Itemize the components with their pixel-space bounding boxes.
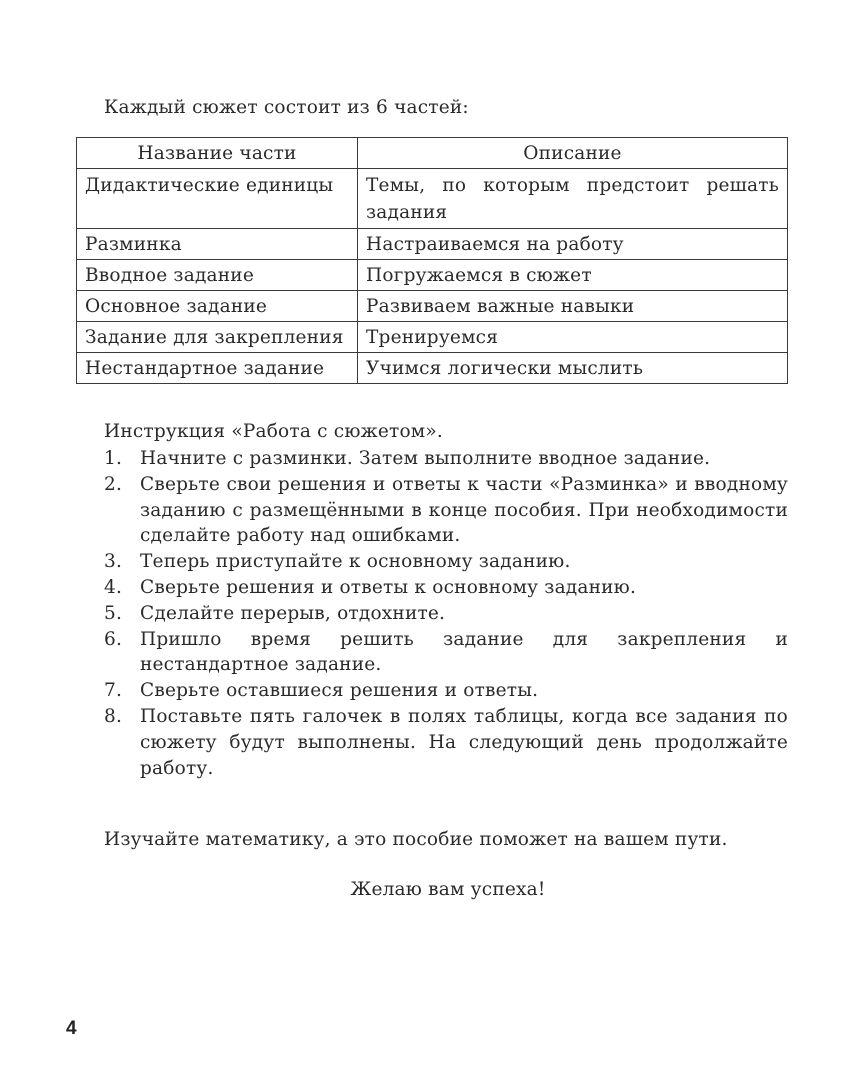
table-row: [77, 322, 788, 353]
step-number: 5.: [104, 602, 123, 624]
table-cell-description: Настраиваемся на работу: [358, 229, 788, 260]
step-text: Начните с разминки. Затем выполните вводное задание.: [140, 448, 711, 469]
table-row: [77, 353, 788, 384]
step-text: Пришло время решить задание для закрепления и нестандартное задание.: [140, 628, 788, 676]
table-cell-description: Погружаемся в сюжет: [358, 260, 788, 291]
table-cell-part: Вводное задание: [77, 260, 358, 291]
step-number: 2.: [104, 473, 123, 495]
table-cell-part: Разминка: [77, 229, 358, 260]
parts-table: [76, 137, 788, 384]
column-header-name: Название части: [77, 138, 358, 169]
closing-text: Изучайте математику, а это пособие поможет на вашем пути.: [104, 829, 728, 850]
step-number: 8.: [104, 705, 123, 727]
table-cell-part: Дидактические единицы: [77, 169, 358, 229]
list-item: [104, 601, 788, 627]
table-cell-description: Тренируемся: [358, 322, 788, 353]
table-cell-description: Развиваем важные навыки: [358, 291, 788, 322]
intro-text: Каждый сюжет состоит из 6 частей:: [104, 97, 469, 118]
step-text: Теперь приступайте к основному заданию.: [140, 551, 571, 573]
step-number: 4.: [104, 576, 123, 598]
step-number: 1.: [104, 448, 123, 469]
table-row: [77, 260, 788, 291]
table-cell-part: Нестандартное задание: [77, 353, 358, 384]
step-number: 7.: [104, 680, 123, 702]
list-item: [104, 575, 788, 601]
list-item: [104, 446, 788, 472]
step-text: Сделайте перерыв, отдохните.: [140, 602, 446, 624]
table-cell-part: Задание для закрепления: [77, 322, 358, 353]
list-item: [104, 704, 788, 781]
table-cell-description: Учимся логически мыслить: [358, 353, 788, 384]
step-number: 6.: [104, 628, 123, 650]
table-row: [77, 291, 788, 322]
table-row: [77, 229, 788, 260]
table-cell-description: Темы, по которым предстоит решать задания: [358, 169, 788, 229]
step-text: Сверьте решения и ответы к основному заданию.: [140, 576, 637, 598]
step-text: Поставьте пять галочек в полях таблицы, когда все задания по сюжету будут выполнены. На следующий день продолжайте работу.: [140, 705, 788, 779]
step-number: 3.: [104, 551, 123, 573]
step-text: Сверьте свои решения и ответы к части «Разминка» и вводному заданию с размещёнными в конце пособия. При необходимости сделайте работу над ошибками.: [140, 473, 788, 547]
list-item: [104, 472, 788, 549]
table-cell-part: Основное задание: [77, 291, 358, 322]
instructions-list: [104, 446, 788, 781]
table-header-row: [77, 138, 788, 169]
column-header-description: Описание: [358, 138, 788, 169]
instructions-title: Инструкция «Работа с сюжетом».: [104, 421, 443, 442]
list-item: [104, 627, 788, 679]
list-item: [104, 678, 788, 704]
step-text: Сверьте оставшиеся решения и ответы.: [140, 680, 539, 702]
page-number: 4: [66, 1018, 77, 1039]
table-row: [77, 169, 788, 229]
wish-text: Желаю вам успеха!: [350, 879, 546, 900]
list-item: [104, 549, 788, 575]
